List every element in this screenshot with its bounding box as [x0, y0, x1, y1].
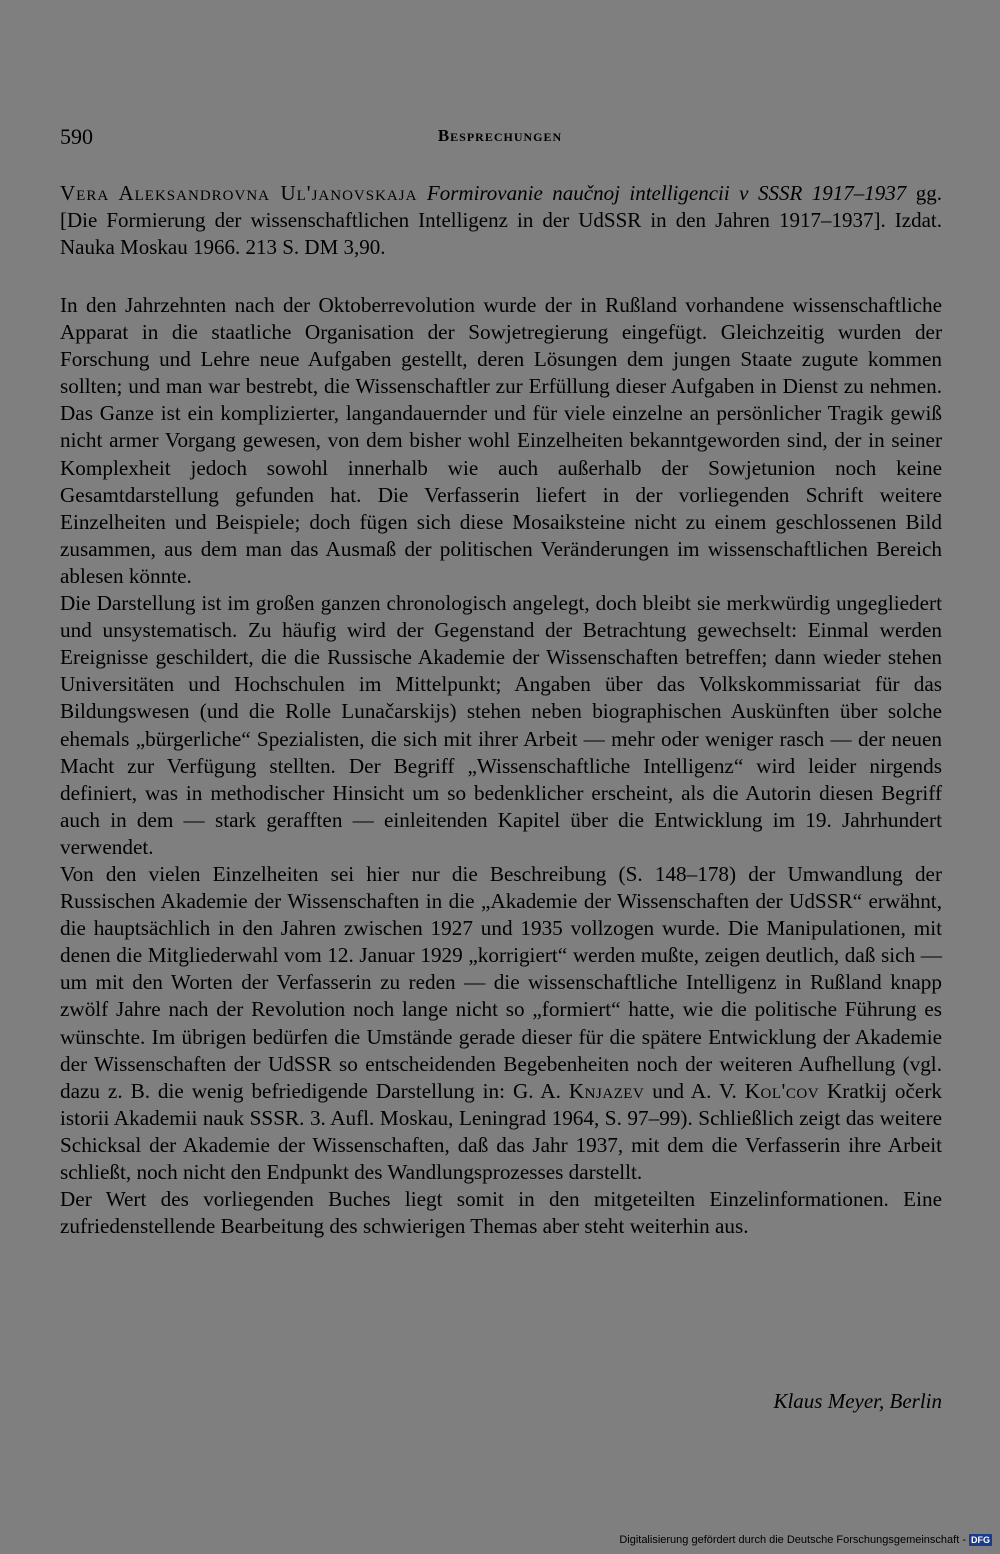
book-citation — [60, 180, 942, 261]
dfg-logo: DFG — [971, 1535, 990, 1545]
author-name-knjazev: Knjazev — [568, 1078, 645, 1103]
citation-title: Formirovanie naučnoj intelligencii v SSSR 1917–1937 — [426, 181, 907, 205]
paragraph-2: Die Darstellung ist im großen ganzen chronologisch angelegt, doch bleibt sie merkwürdig ungegliedert und unsystematisch. Zu häufig wird der Gegenstand der Betrachtung gewechselt: Einmal werden Ereignisse geschildert, die die Russische Akademie der Wissenschaften betreffen; dann wieder stehen Universitäten und Hochschulen im Mittelpunkt; Angaben über das Volkskommissariat für das Bildungswesen (und die Rolle Lunačarskijs) stehen neben biographischen Auskünften über solche ehemals „bürgerliche“ Spezialisten, die sich mit ihrer Arbeit — mehr oder weniger rasch — der neuen Macht zur Verfügung stellten. Der Begriff „Wissenschaftliche Intelligenz“ wird leider nirgends definiert, was in methodischer Hinsicht um so bedenklicher erscheint, als die Autorin diesen Begriff auch in dem — stark gerafften — einleitenden Kapitel über die Entwicklung im 19. Jahrhundert verwendet. — [60, 591, 942, 859]
paragraph-3-part-b: und A. V. — [644, 1078, 745, 1103]
citation-title-suffix: gg. — [906, 181, 943, 205]
citation-details: [Die Formierung der wissenschaftlichen Intelligenz in der UdSSR in den Jahren 1917–1937]. Izdat. Nauka Moskau 1966. 213 S. DM 3,90. — [60, 208, 942, 259]
paragraph-4: Der Wert des vorliegenden Buches liegt somit in den mitgeteilten Einzelinformationen. Eine zufriedenstellende Bearbeitung des schwierigen Themas aber steht weiterhin aus. — [60, 1187, 942, 1239]
running-head: Besprechungen — [437, 126, 563, 145]
paragraph-3-part-a: Von den vielen Einzelheiten sei hier nur die Beschreibung (S. 148–178) der Umwandlung der Russischen Akademie der Wissenschaften in die „Akademie der Wissenschaften der UdSSR“ erwähnt, die hauptsächlich in den Jahren zwischen 1927 und 1935 vollzogen wurde. Die Manipulationen, mit denen die Mitgliederwahl vom 12. Januar 1929 „korrigiert“ werden mußte, zeigen deutlich, daß sich — um mit den Worten der Verfasserin zu reden — die wissenschaftliche Intelligenz in Rußland knapp zwölf Jahre nach der Revolution noch lange nicht so „formiert“ hatte, wie die politische Führung es wünschte. Im übrigen bedürfen die Umstände gerade dieser für die spätere Entwicklung der Akademie der Wissenschaften der UdSSR so entscheidenden Begebenheiten noch der weiteren Aufhellung (vgl. dazu z. B. die wenig befriedigende Darstellung in: G. A. — [60, 861, 942, 1103]
paragraph-3 — [60, 861, 942, 1186]
author-name-kolcov: Kol'cov — [744, 1078, 820, 1103]
reviewer-signature: Klaus Meyer, Berlin — [773, 1389, 942, 1413]
review-body — [60, 292, 942, 1240]
paragraph-3-part-c: Kratkij očerk istorii Akademii nauk SSSR. 3. Aufl. Moskau, Leningrad 1964, S. 97–99). Schließlich zeigt das weitere Schicksal der Akademie der Wissenschaften, daß das Jahr 1937, mit dem die Verfasserin ihre Arbeit schließt, noch nicht den Endpunkt des Wandlungsprozesses darstellt. — [60, 1078, 942, 1184]
digitization-footer — [619, 1534, 992, 1546]
footer-text: Digitalisierung gefördert durch die Deutsche Forschungsgemeinschaft - — [619, 1534, 966, 1546]
page-number: 590 — [60, 124, 93, 149]
paragraph-1: In den Jahrzehnten nach der Oktoberrevolution wurde der in Rußland vorhandene wissenschaftliche Apparat in die staatliche Organisation der Sowjetregierung eingefügt. Gleichzeitig wurden der Forschung und Lehre neue Aufgaben gestellt, deren Lösungen dem jungen Staate zugute kommen sollten; und man war bestrebt, die Wissenschaftler zur Erfüllung dieser Aufgaben in Dienst zu nehmen. Das Ganze ist ein komplizierter, langandauernder und für viele einzelne an persönlicher Tragik gewiß nicht armer Vorgang gewesen, von dem bisher wohl Einzelheiten bekanntgeworden sind, der in seiner Komplexheit jedoch sowohl innerhalb wie auch außerhalb der Sowjetunion noch keine Gesamtdarstellung gefunden hat. Die Verfasserin liefert in der vorliegenden Schrift weitere Einzelheiten und Beispiele; doch fügen sich diese Mosaiksteine nicht zu einem geschlossenen Bild zusammen, aus dem man das Ausmaß der politischen Veränderungen im wissenschaftlichen Bereich ablesen könnte. — [60, 293, 942, 588]
citation-author: Vera Aleksandrovna Ul'janovskaja — [60, 181, 418, 205]
